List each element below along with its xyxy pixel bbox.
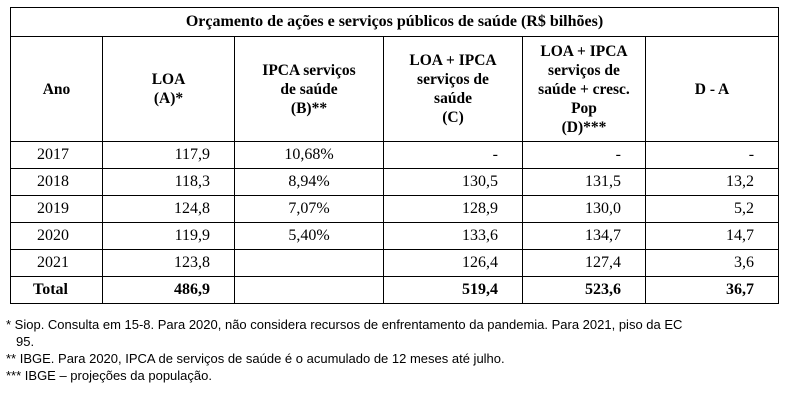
header-line: serviços de [548, 61, 620, 79]
header-line: Ano [42, 80, 71, 98]
table-title: Orçamento de ações e serviços públicos de saúde (R$ bilhões) [11, 8, 779, 37]
footnote-siop: * Siop. Consulta em 15-8. Para 2020, não considera recursos de enfrentamento da pandemia. Para 2021, piso da EC [6, 317, 683, 332]
cell-ipca: 10,68% [235, 142, 384, 169]
cell-loa-ipca-pop: 134,7 [523, 223, 646, 250]
footnote-ibge-population: *** IBGE – projeções da população. [6, 368, 212, 383]
header-line: serviços de [417, 71, 489, 88]
cell-loa-ipca-pop: - [523, 142, 646, 169]
header-line: D - A [694, 80, 730, 98]
cell-ipca: 8,94% [235, 169, 384, 196]
cell-d-minus-a: 14,7 [646, 223, 779, 250]
cell-loa: 123,8 [103, 250, 235, 277]
table-row [11, 223, 779, 250]
header-loa [103, 37, 235, 142]
cell-loa-ipca: - [384, 142, 523, 169]
cell-ano: 2020 [11, 223, 103, 250]
budget-table-container [10, 7, 778, 304]
header-line: saúde [434, 90, 472, 107]
header-line: IPCA serviços [262, 61, 356, 79]
header-ipca [235, 37, 384, 142]
header-ano [11, 37, 103, 142]
cell-loa-ipca: 133,6 [384, 223, 523, 250]
total-row [11, 277, 779, 304]
cell-ipca: 5,40% [235, 223, 384, 250]
cell-ipca: 7,07% [235, 196, 384, 223]
cell-ano: 2018 [11, 169, 103, 196]
cell-d-minus-a: 36,7 [646, 277, 779, 304]
footnote-siop-continued: 95. [16, 334, 35, 349]
cell-ano: Total [11, 277, 103, 304]
header-loa-ipca-pop [523, 37, 646, 142]
cell-loa: 117,9 [103, 142, 235, 169]
cell-ano: 2019 [11, 196, 103, 223]
cell-ipca [235, 277, 384, 304]
table-row [11, 169, 779, 196]
header-line: LOA + IPCA [540, 42, 628, 60]
cell-d-minus-a: 3,6 [646, 250, 779, 277]
header-d-minus-a [646, 37, 779, 142]
header-line: Pop [571, 99, 597, 117]
header-line: de saúde [280, 80, 338, 98]
table-row [11, 196, 779, 223]
cell-ano: 2017 [11, 142, 103, 169]
cell-loa: 124,8 [103, 196, 235, 223]
cell-d-minus-a: 13,2 [646, 169, 779, 196]
cell-loa-ipca: 126,4 [384, 250, 523, 277]
header-loa-ipca [384, 37, 523, 142]
cell-d-minus-a: 5,2 [646, 196, 779, 223]
cell-loa-ipca: 130,5 [384, 169, 523, 196]
cell-loa: 118,3 [103, 169, 235, 196]
cell-d-minus-a: - [646, 142, 779, 169]
table-row [11, 250, 779, 277]
cell-ipca [235, 250, 384, 277]
cell-loa: 119,9 [103, 223, 235, 250]
cell-loa-ipca-pop: 130,0 [523, 196, 646, 223]
header-line: (A)* [153, 90, 184, 107]
cell-loa-ipca-pop: 523,6 [523, 277, 646, 304]
table-body [11, 142, 779, 304]
header-line: LOA [151, 71, 186, 88]
header-line: LOA + IPCA [409, 52, 497, 69]
cell-loa-ipca: 519,4 [384, 277, 523, 304]
header-line: (D)*** [561, 118, 607, 136]
cell-loa: 486,9 [103, 277, 235, 304]
budget-table [10, 7, 779, 304]
header-line: (B)** [290, 99, 328, 117]
header-row [11, 37, 779, 142]
header-line: (C) [442, 109, 464, 126]
cell-loa-ipca: 128,9 [384, 196, 523, 223]
table-row [11, 142, 779, 169]
cell-ano: 2021 [11, 250, 103, 277]
cell-loa-ipca-pop: 131,5 [523, 169, 646, 196]
footnote-ibge-ipca: ** IBGE. Para 2020, IPCA de serviços de saúde é o acumulado de 12 meses até julho. [6, 351, 505, 366]
header-line: saúde + cresc. [538, 80, 630, 98]
cell-loa-ipca-pop: 127,4 [523, 250, 646, 277]
footnotes [6, 316, 796, 384]
